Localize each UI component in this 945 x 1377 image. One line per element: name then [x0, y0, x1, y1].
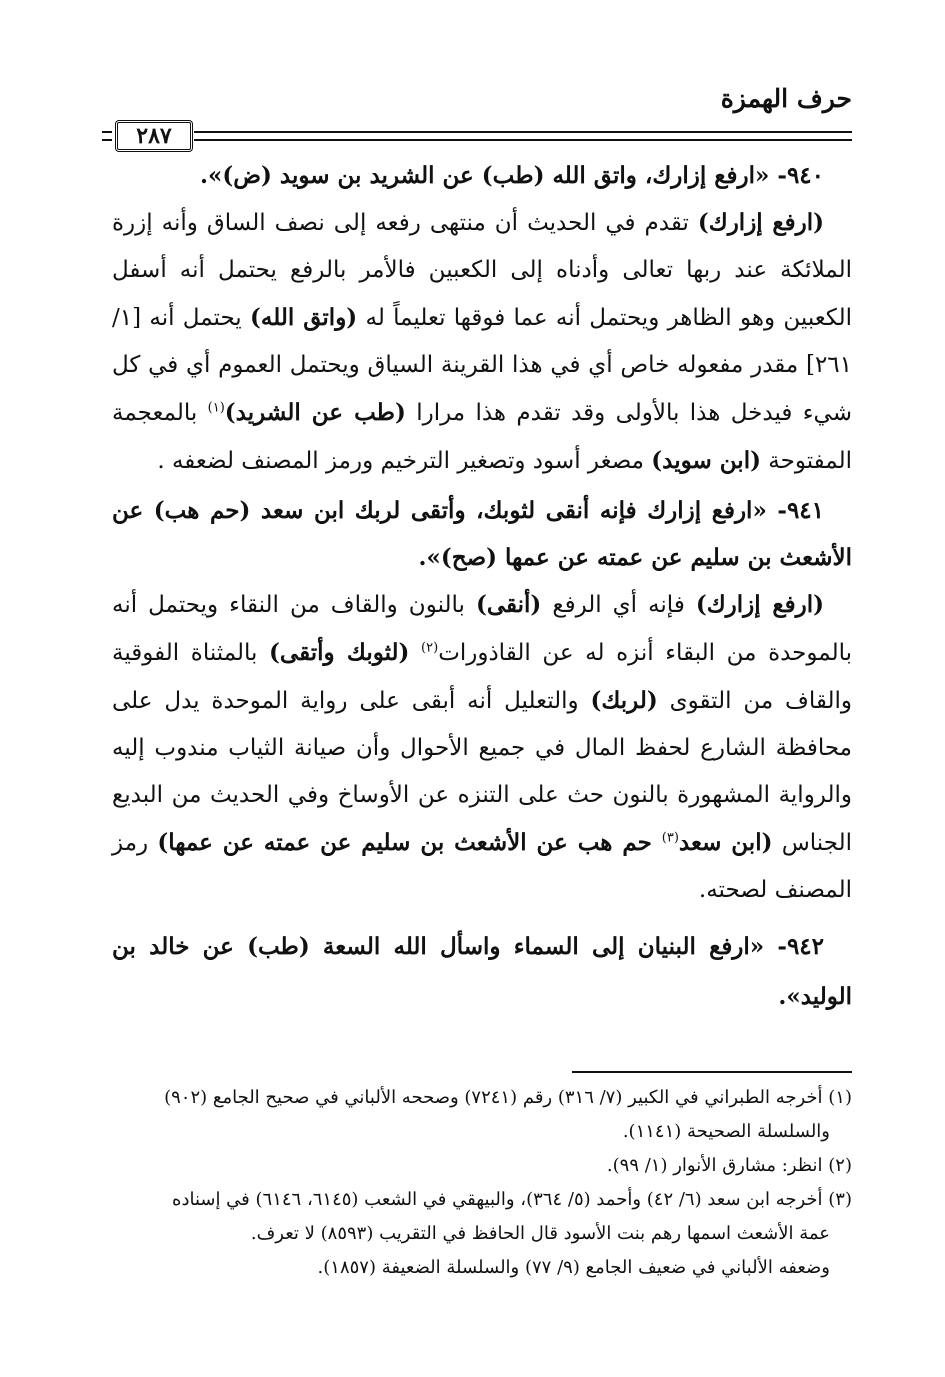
quoted-phrase: (ابن سعد — [678, 829, 773, 856]
quoted-phrase: (لربك) — [590, 687, 658, 714]
quoted-phrase: (لثوبك وأتقى) — [269, 639, 410, 666]
page-number: ٢٨٧ — [115, 120, 193, 152]
footnotes-separator — [572, 1071, 852, 1073]
quoted-phrase: (واتق الله) — [250, 304, 358, 331]
quoted-phrase: (أنقى) — [475, 591, 542, 618]
hadith-entry-942: ٩٤٢- «ارفع البنيان إلى السماء واسأل الله السعة (طب) عن خالد بن الوليد». — [112, 933, 852, 1010]
quoted-phrase: (طب عن الشريد) — [224, 399, 406, 426]
commentary-text: رمز المصنف لصحته. — [112, 830, 852, 903]
commentary-941 — [112, 581, 852, 914]
hadith-entry-940: ٩٤٠- «ارفع إزارك، واتق الله (طب) عن الشريد بن سويد (ض)». — [199, 162, 824, 189]
footnote-3-continued: وضعفه الألباني في ضعيف الجامع (٩/ ٧٧) والسلسلة الضعيفة (١٨٥٧). — [317, 1257, 830, 1278]
hadith-entry-941: ٩٤١- «ارفع إزارك فإنه أنقى لثوبك، وأتقى لربك ابن سعد (حم هب) عن الأشعث بن سليم عن عمته عن عمها (صح)». — [112, 497, 852, 571]
commentary-text: مصغر أسود وتصغير الترخيم ورمز المصنف لضعفه . — [157, 448, 652, 474]
running-title: حرف الهمزة — [720, 84, 852, 113]
footnote-3-continued: عمة الأشعث اسمها رهم بنت الأسود قال الحافظ في التقريب (٨٥٩٣) لا تعرف. — [250, 1223, 830, 1244]
commentary-text: تقدم في الحديث أن منتهى رفعه إلى نصف الساق وأنه إزرة الملائكة عند ربها تعالى وأدناه إلى الكعبين فالأمر بالرفع يحتمل أنه أسفل الكعبين وهو الظاهر ويحتمل أنه عما فوقها تعليماً له — [112, 210, 852, 331]
header-rule-area — [102, 120, 852, 148]
commentary-text: فإنه أي الرفع — [541, 592, 696, 618]
commentary-text: بالمعجمة المفتوحة — [112, 400, 852, 474]
quoted-phrase: حم هب عن الأشعث بن سليم عن عمته عن عمها) — [157, 829, 662, 856]
quoted-phrase: (ارفع إزارك) — [695, 591, 824, 618]
footnote-marker: (٣) — [661, 830, 679, 846]
main-text — [112, 152, 852, 1022]
quoted-phrase: (ابن سويد) — [651, 447, 761, 474]
footnote-marker: (١) — [207, 400, 225, 416]
quoted-phrase: (ارفع إزارك) — [697, 209, 824, 236]
footnotes — [112, 1081, 852, 1285]
footnote-marker: (٢) — [421, 640, 439, 656]
commentary-940 — [112, 199, 852, 485]
commentary-text: والتعليل أنه أبقى على رواية الموحدة يدل على محافظة الشارع لحفظ المال في جميع الأحوال وأن صيانة الثياب مندوب إليه والرواية المشهورة بالنون حث على التنزه عن الأوساخ وفي الحديث من البديع الجناس — [112, 688, 852, 856]
page-header — [112, 78, 852, 150]
commentary-text: يحتمل أنه [١/ ٢٦١] مقدر مفعوله خاص أي في هذا القرينة السياق ويحتمل العموم أي في كل شيء فيدخل هذا بالأولى وقد تقدم هذا مرارا — [112, 305, 852, 426]
commentary-text: بالمثناة الفوقية والقاف من التقوى — [112, 640, 852, 714]
commentary-text: بالنون والقاف من النقاء ويحتمل أنه بالموحدة من البقاء أنزه له عن القاذورات — [112, 592, 853, 666]
commentary-text — [409, 640, 421, 666]
footnote-2: (٢) انظر: مشارق الأنوار (١/ ٩٩). — [606, 1155, 852, 1176]
book-page — [112, 78, 852, 1318]
header-double-rule — [194, 131, 852, 141]
header-rule-end — [102, 131, 112, 141]
footnote-1-continued: والسلسلة الصحيحة (١١٤١). — [622, 1121, 830, 1142]
footnote-3: (٣) أخرجه ابن سعد (٦/ ٤٢) وأحمد (٥/ ٣٦٤)، والبيهقي في الشعب (٦١٤٥، ٦١٤٦) في إسناده — [172, 1189, 852, 1210]
footnote-1: (١) أخرجه الطبراني في الكبير (٧/ ٣١٦) رقم (٧٢٤١) وصححه الألباني في صحيح الجامع (٩٠٢) — [164, 1087, 852, 1108]
